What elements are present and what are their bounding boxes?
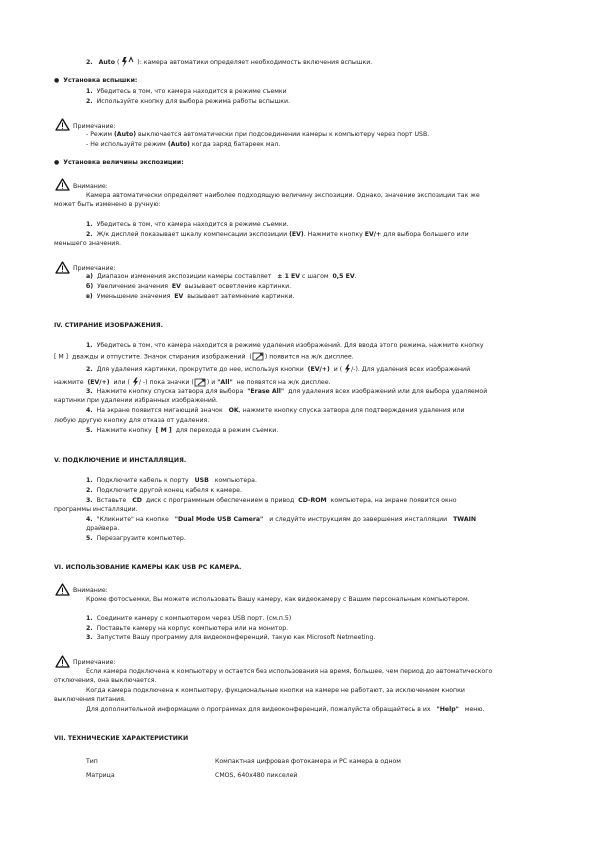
ev-plus-label: (EV/+)	[307, 366, 330, 373]
ev-step: 0,5 EV	[332, 273, 355, 280]
text: - Режим	[86, 131, 113, 138]
note-text	[86, 706, 484, 714]
auto-label: Auto	[98, 59, 115, 66]
warning-triangle-icon	[55, 261, 70, 274]
text: для перехода в режим съемки.	[175, 427, 279, 434]
paragraph-line	[86, 342, 484, 350]
text: нажмите	[54, 379, 84, 386]
item-number: 2.	[86, 98, 93, 105]
erase-image-icon	[252, 352, 265, 361]
attention-label: Внимание:	[73, 587, 108, 594]
auto-label: (Auto)	[167, 141, 190, 148]
text: Диапазон изменения экспозиции камеры составляет	[96, 273, 272, 280]
attention-label: Внимание:	[73, 183, 108, 190]
text: для выбора большего или	[383, 231, 469, 238]
text: Увеличение значения	[97, 283, 168, 290]
help-label: "Help"	[436, 706, 459, 713]
item-number: 1.	[86, 615, 93, 622]
note-label: Примечание:	[73, 659, 116, 666]
text: вызывает осветление картинки.	[184, 283, 292, 290]
text: с шагом	[302, 273, 329, 280]
text: выключается автоматически при подсоединении камеры к компьютеру через порт USB.	[138, 131, 430, 138]
item-text: Убедитесь в том, что камера находится в режиме съемки.	[96, 221, 289, 228]
cdrom-label: CD-ROM	[298, 497, 327, 504]
ev-plus-label: EV/+	[364, 231, 382, 238]
list-item	[86, 625, 288, 633]
item-text: Поставьте камеру на корпус компьютера или на монитор.	[96, 625, 289, 632]
text: вызывает затемнение картинки.	[187, 293, 295, 300]
list-item	[86, 231, 469, 239]
paren: (	[116, 59, 120, 66]
item-letter: в)	[86, 293, 93, 300]
list-item	[86, 221, 289, 229]
cd-label: CD	[132, 497, 142, 504]
text: и	[333, 366, 338, 373]
text: Нажмите кнопку спуска затвора для выбора	[96, 388, 244, 395]
text: "Кликните" на кнопке	[96, 516, 169, 523]
flash-auto-icon	[121, 56, 135, 68]
text: или	[113, 379, 126, 386]
section-title: Установка вспышки:	[63, 77, 138, 84]
spec-label: Тип	[86, 758, 98, 765]
list-item	[86, 487, 242, 495]
bullet: ●	[54, 77, 60, 84]
text: когда заряд батареек мал.	[191, 141, 281, 148]
text: не появятся на ж/к дисплее.	[236, 379, 331, 386]
item-number: 1.	[86, 221, 93, 228]
list-item-continuation: меньшего значения.	[54, 240, 121, 247]
section-heading-erase: IV. СТИРАНИЕ ИЗОБРАЖЕНИЯ.	[54, 322, 163, 329]
note-line	[86, 293, 294, 301]
ok-label: OK	[228, 407, 239, 414]
item-number: 1.	[86, 88, 93, 95]
ev-plus-label: (EV/+)	[87, 379, 110, 386]
warning-triangle-icon	[55, 118, 70, 131]
list-item	[86, 88, 287, 96]
item-number: 4.	[86, 516, 93, 523]
warning-triangle-icon	[55, 178, 70, 191]
item-text: Убедитесь в том, что камера находится в режиме съемки	[96, 88, 287, 95]
auto-label: (Auto)	[113, 131, 137, 138]
item-number: 1.	[86, 477, 93, 484]
m-button-label: [ M ]	[54, 353, 69, 361]
ev-range: ± 1 EV	[277, 273, 301, 280]
paragraph-line: нажмите (EV/+) или ( / -) пока значки ( ) и "All" не появятся на ж/к дисплее.	[54, 379, 331, 386]
item-number: 3.	[86, 388, 93, 395]
paragraph-line	[86, 427, 278, 435]
item-number: 3.	[86, 497, 93, 504]
text: Нажмите кнопку	[96, 427, 152, 434]
text: /-). Для удаления всех изображений	[351, 366, 471, 373]
ev-label: (EV)	[289, 231, 304, 238]
note-line	[86, 283, 291, 291]
item-number: 2.	[86, 487, 93, 494]
paragraph-line: [ M ] дважды и отпустите. Значок стирания изображений ( ) появится на ж/к дисплее.	[54, 353, 354, 361]
m-button-label: [ M ]	[155, 427, 172, 434]
exposure-section-title	[54, 159, 184, 167]
spec-value: CMOS, 640x480 пикселей	[215, 772, 298, 779]
attention-text: Камера автоматически определяет наиболее подходящую величину экспозиции. Однако, значение экспозиции так же	[86, 192, 480, 199]
text: диск с программным обеспечением в привод	[145, 497, 295, 504]
item-number: 2.	[86, 231, 93, 238]
twain-label: TWAIN	[453, 516, 477, 523]
text: меню.	[464, 706, 485, 713]
attention-text: может быть изменено в ручную:	[54, 201, 161, 208]
text: Перезагрузите компьютер.	[96, 535, 186, 542]
spec-label: Матрица	[86, 772, 115, 779]
dual-mode-label: "Dual Mode USB Camera"	[174, 516, 264, 523]
section-title: Установка величины экспозиции:	[63, 159, 184, 166]
text: . Нажмите кнопку	[303, 231, 363, 238]
note-text: Когда камера подключена к компьютеру, фукциональные кнопки на камере не работают, за исключением кнопки	[86, 687, 465, 694]
list-item-continuation: программы инсталляции.	[54, 506, 138, 513]
warning-triangle-icon	[55, 583, 70, 596]
list-item	[86, 497, 457, 505]
text: Ж/к дисплей показывает шкалу компенсации экспозиции	[96, 231, 288, 238]
paragraph-line	[86, 388, 487, 396]
note-line	[86, 273, 357, 281]
text: Для удаления картинки, прокрутите до нее, используя кнопки	[96, 366, 304, 373]
bullet: ●	[54, 159, 60, 166]
item-letter: а)	[86, 273, 94, 280]
text: Уменьшение значения	[96, 293, 171, 300]
section-heading-specs: VII. ТЕХНИЧЕСКИЕ ХАРАКТЕРИСТИКИ	[54, 735, 189, 742]
note-line	[86, 131, 429, 139]
text: дважды и отпустите. Значок стирания изображений	[72, 353, 246, 361]
list-item	[86, 516, 476, 524]
flash-section-title	[54, 77, 137, 85]
text: для удаления всех изображений или для выбора удаляемой	[288, 388, 488, 395]
text: Подключите кабель к порту	[96, 477, 189, 484]
item-text: Запустите Вашу программу для видеоконференций, такую как Microsoft Netmeeting.	[96, 634, 376, 641]
attention-text: Кроме фотосъемки, Вы можете использовать Вашу камеру, как видеокамеру с Вашим персональным компьютером.	[86, 596, 470, 603]
item-text: Используйте кнопку для выбора режима работы вспышки.	[96, 98, 291, 105]
paragraph-line: любую другую кнопку для отказа от удаления.	[54, 417, 210, 424]
list-item	[86, 615, 291, 623]
note-label: Примечание:	[73, 123, 116, 130]
item-number: 5.	[86, 427, 93, 434]
note-text: выключения питания.	[54, 696, 126, 703]
warning-triangle-icon	[55, 655, 70, 668]
text: и следуйте инструкциям до завершения инсталляции	[269, 516, 448, 523]
item-number: 4.	[86, 407, 93, 414]
section-heading-pc-camera: VI. ИСПОЛЬЗОВАНИЕ КАМЕРЫ КАК USB PC КАМЕРА.	[54, 564, 242, 571]
text: компьютера.	[214, 477, 257, 484]
item-number: 1.	[86, 342, 93, 349]
text: Подключите другой конец кабеля к камере.	[96, 487, 242, 494]
list-item	[86, 477, 257, 485]
text: Для дополнительной информации о программах для видеоконференций, пожалуйста обращайтесь в их	[86, 706, 431, 713]
list-item	[86, 98, 290, 106]
text: На экране появится мигающий значок	[96, 407, 223, 414]
text: Убедитесь в том, что камера находится в режиме удаления изображений. Для ввода этого режима, нажмите кнопку	[96, 342, 484, 349]
item-number: 5.	[86, 535, 93, 542]
text: Вставьте	[96, 497, 127, 504]
note-line	[86, 141, 280, 149]
flash-icon	[132, 377, 139, 387]
item-number: 3.	[86, 634, 93, 641]
section-heading-install: V. ПОДКЛЮЧЕНИЕ И ИНСТАЛЛЯЦИЯ.	[54, 457, 187, 464]
item-text: Соедините камеру с компьютером через USB порт. (см.п.5)	[96, 615, 292, 622]
list-item	[86, 535, 186, 543]
note-text: отключения, она выключается.	[54, 677, 157, 684]
item-number: 2.	[86, 366, 93, 373]
ev-label: EV	[174, 293, 184, 300]
erase-all-label: "Erase All"	[247, 388, 285, 395]
paragraph-line: 2. Для удаления картинки, прокрутите до нее, используя кнопки (EV/+) и ( /-). Для удаления всех изображений	[86, 366, 471, 373]
text: компьютера, на экране появится окно	[330, 497, 457, 504]
list-item-continuation: драйвера.	[86, 525, 120, 532]
note-label: Примечание:	[73, 265, 116, 272]
text: , нажмите кнопку спуска затвора для подтверждения удаления или	[238, 407, 465, 414]
paragraph-line: картинки при удалении избранных изображений.	[54, 397, 218, 404]
note-text: Если камера подключена к компьютеру и остается без использования на время, большее, чем период до автоматического	[86, 668, 493, 675]
flash-item-auto	[86, 56, 372, 68]
usb-label: USB	[194, 477, 209, 484]
text: и	[211, 379, 216, 386]
ev-label: EV	[171, 283, 181, 290]
item-number: 2.	[86, 59, 93, 66]
text: появится на ж/к дисплее.	[269, 353, 354, 361]
paragraph-line	[86, 407, 465, 415]
auto-desc: ): камера автоматики определяет необходимость включения вспышки.	[137, 59, 373, 66]
erase-image-icon	[194, 378, 207, 387]
text: .	[354, 273, 357, 280]
list-item	[86, 634, 375, 642]
all-label: "All"	[217, 379, 233, 386]
item-letter: б)	[86, 283, 94, 290]
spec-value: Компактная цифровая фотокамера и PC камера в одном	[215, 758, 401, 765]
text: / -) пока значки	[138, 379, 190, 386]
item-number: 2.	[86, 625, 93, 632]
text: - Не используйте режим	[86, 141, 166, 148]
